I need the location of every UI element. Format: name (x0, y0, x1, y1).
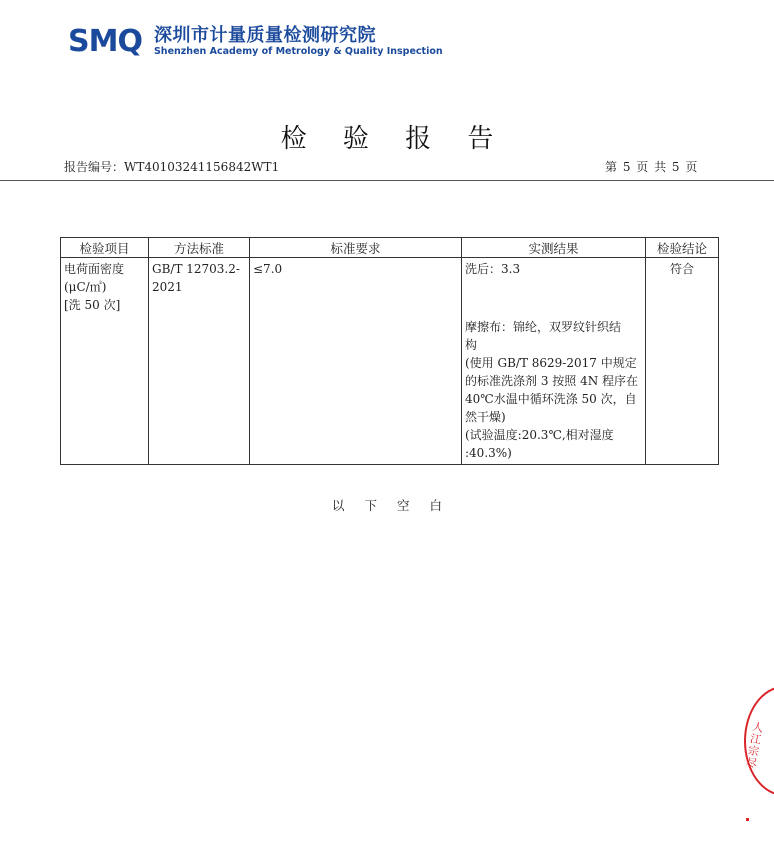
org-logo (68, 22, 443, 62)
page-info: 第 5 页 共 5 页 (605, 160, 698, 174)
method-line-2: 2021 (152, 280, 183, 294)
table-header-row (61, 238, 719, 258)
item-condition: [洗 50 次] (64, 298, 121, 312)
seal-mark (746, 818, 749, 821)
conclusion-value: 符合 (669, 262, 694, 276)
result-detail-line: 的标准洗涤剂 3 按照 4N 程序在 (465, 374, 639, 388)
result-after-wash: 洗后：3.3 (465, 262, 521, 276)
header-requirement: 标准要求 (250, 238, 462, 258)
smq-logo-mark (68, 24, 142, 59)
cell-item (61, 258, 149, 465)
header-result: 实测结果 (462, 238, 646, 258)
table-row (61, 258, 719, 465)
header-method: 方法标准 (149, 238, 250, 258)
requirement-value: ≤7.0 (253, 262, 283, 276)
report-number: 报告编号：WT40103241156842WT1 (64, 160, 280, 174)
result-detail-line: 然干燥) (465, 410, 506, 424)
org-name-cn: 深圳市计量质量检测研究院 (153, 25, 376, 46)
header-item: 检验项目 (61, 238, 149, 258)
result-detail-line: 摩擦布：锦纶，双罗纹针织结 (465, 320, 622, 334)
result-detail-line: :40.3%) (465, 446, 512, 460)
result-detail-line: (试验温度:20.3℃,相对湿度 (465, 428, 614, 442)
official-seal (744, 686, 774, 796)
cell-result (462, 258, 646, 465)
document-title: 检 验 报 告 (280, 124, 508, 154)
seal-text: ⼈江宗尽 (744, 720, 765, 771)
item-name: 电荷面密度 (64, 262, 125, 276)
cell-conclusion (646, 258, 719, 465)
header-divider (0, 180, 774, 181)
header-conclusion: 检验结论 (646, 238, 719, 258)
org-name-en: Shenzhen Academy of Metrology & Quality Inspection (153, 46, 443, 57)
method-line-1: GB/T 12703.2- (152, 262, 240, 276)
result-detail-line: (使用 GB/T 8629-2017 中规定 (465, 356, 637, 370)
item-unit: (μC/㎡) (64, 280, 107, 294)
smq-letters: SMQ (68, 24, 142, 59)
org-name (154, 26, 443, 58)
cell-requirement (250, 258, 462, 465)
inspection-table (60, 237, 719, 465)
cell-method (149, 258, 250, 465)
blank-below-note: 以 下 空 白 (332, 498, 450, 513)
result-detail-line: 构 (465, 338, 478, 352)
result-detail-line: 40℃水温中循环洗涤 50 次，自 (465, 392, 637, 406)
